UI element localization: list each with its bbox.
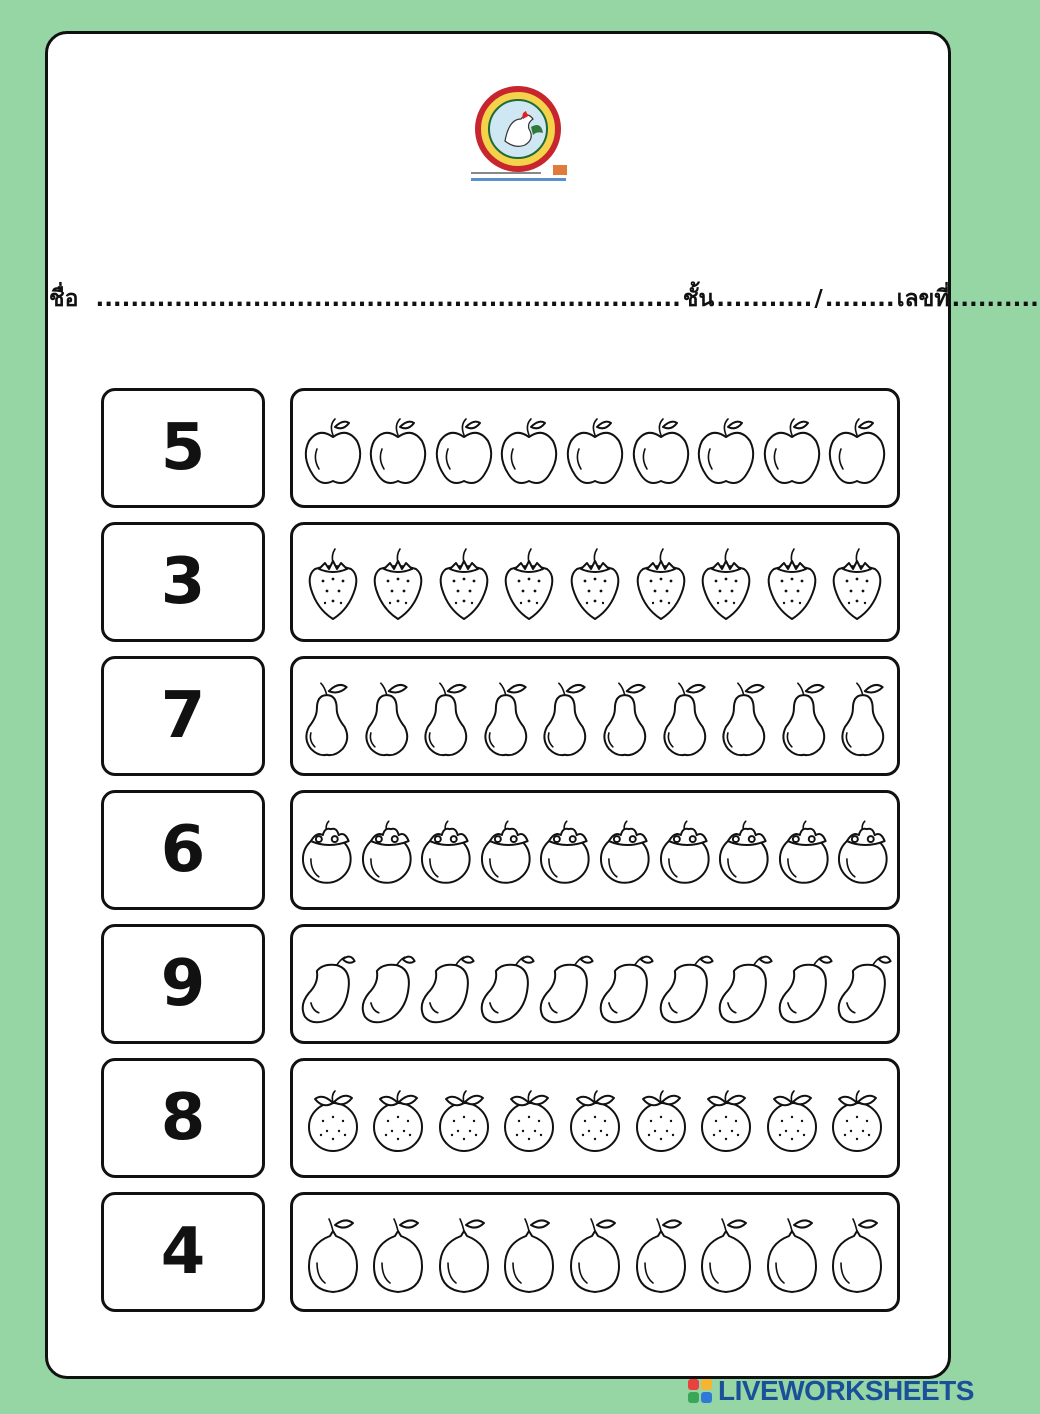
orange-icon[interactable] bbox=[565, 1077, 625, 1159]
fruit-box-strawberry bbox=[290, 522, 900, 642]
mangosteen-icon[interactable] bbox=[833, 809, 893, 891]
slash: / bbox=[814, 286, 823, 312]
pear-icon[interactable] bbox=[714, 675, 774, 757]
mango-icon[interactable] bbox=[595, 943, 655, 1025]
pear-icon[interactable] bbox=[357, 675, 417, 757]
orange-icon[interactable] bbox=[696, 1077, 756, 1159]
strawberry-icon[interactable] bbox=[434, 541, 494, 623]
fruit-box-lemon bbox=[290, 1192, 900, 1312]
strawberry-icon[interactable] bbox=[499, 541, 559, 623]
lemon-icon[interactable] bbox=[762, 1211, 822, 1293]
number-box: 6 bbox=[101, 790, 265, 910]
orange-icon[interactable] bbox=[499, 1077, 559, 1159]
student-info-line bbox=[48, 281, 1039, 317]
apple-icon[interactable] bbox=[827, 407, 887, 489]
orange-icon[interactable] bbox=[762, 1077, 822, 1159]
mangosteen-icon[interactable] bbox=[714, 809, 774, 891]
mangosteen-icon[interactable] bbox=[297, 809, 357, 891]
mango-icon[interactable] bbox=[833, 943, 893, 1025]
mango-icon[interactable] bbox=[297, 943, 357, 1025]
lemon-icon[interactable] bbox=[434, 1211, 494, 1293]
strawberry-icon[interactable] bbox=[565, 541, 625, 623]
strawberry-icon[interactable] bbox=[631, 541, 691, 623]
number-blank[interactable]: .......... bbox=[951, 286, 1039, 312]
pear-icon[interactable] bbox=[655, 675, 715, 757]
strawberry-icon[interactable] bbox=[368, 541, 428, 623]
pear-icon[interactable] bbox=[595, 675, 655, 757]
liveworksheets-footer[interactable] bbox=[688, 1374, 974, 1408]
orange-icon[interactable] bbox=[434, 1077, 494, 1159]
mango-icon[interactable] bbox=[714, 943, 774, 1025]
fruit-box-mangosteen bbox=[290, 790, 900, 910]
number-box: 7 bbox=[101, 656, 265, 776]
lemon-icon[interactable] bbox=[565, 1211, 625, 1293]
apple-icon[interactable] bbox=[303, 407, 363, 489]
apple-icon[interactable] bbox=[631, 407, 691, 489]
mangosteen-icon[interactable] bbox=[476, 809, 536, 891]
number-box: 8 bbox=[101, 1058, 265, 1178]
class-label: ชั้น bbox=[682, 286, 715, 312]
pear-icon[interactable] bbox=[833, 675, 893, 757]
lemon-icon[interactable] bbox=[303, 1211, 363, 1293]
number-box: 5 bbox=[101, 388, 265, 508]
row-6 bbox=[101, 1058, 901, 1180]
row-1 bbox=[101, 388, 901, 510]
lemon-icon[interactable] bbox=[827, 1211, 887, 1293]
row-4 bbox=[101, 790, 901, 912]
apple-icon[interactable] bbox=[368, 407, 428, 489]
mango-icon[interactable] bbox=[535, 943, 595, 1025]
brand-text: LIVEWORKSHEETS bbox=[718, 1375, 974, 1406]
apple-icon[interactable] bbox=[696, 407, 756, 489]
liveworksheets-logo-icon bbox=[688, 1379, 712, 1403]
worksheet-page bbox=[45, 31, 1039, 1379]
orange-icon[interactable] bbox=[827, 1077, 887, 1159]
row-5 bbox=[101, 924, 901, 1046]
strawberry-icon[interactable] bbox=[827, 541, 887, 623]
name-blank[interactable]: ................................................................... bbox=[95, 286, 681, 312]
apple-icon[interactable] bbox=[762, 407, 822, 489]
number-box: 9 bbox=[101, 924, 265, 1044]
mango-icon[interactable] bbox=[357, 943, 417, 1025]
pear-icon[interactable] bbox=[535, 675, 595, 757]
mango-icon[interactable] bbox=[476, 943, 536, 1025]
lemon-icon[interactable] bbox=[499, 1211, 559, 1293]
orange-icon[interactable] bbox=[368, 1077, 428, 1159]
row-7 bbox=[101, 1192, 901, 1314]
mango-icon[interactable] bbox=[416, 943, 476, 1025]
fruit-box-apple bbox=[290, 388, 900, 508]
pear-icon[interactable] bbox=[476, 675, 536, 757]
strawberry-icon[interactable] bbox=[303, 541, 363, 623]
lemon-icon[interactable] bbox=[368, 1211, 428, 1293]
number-box: 3 bbox=[101, 522, 265, 642]
mangosteen-icon[interactable] bbox=[774, 809, 834, 891]
strawberry-icon[interactable] bbox=[696, 541, 756, 623]
pear-icon[interactable] bbox=[774, 675, 834, 757]
row-3 bbox=[101, 656, 901, 778]
school-logo bbox=[461, 81, 576, 196]
fruit-box-pear bbox=[290, 656, 900, 776]
room-blank[interactable]: ........ bbox=[824, 286, 895, 312]
fruit-box-orange bbox=[290, 1058, 900, 1178]
number-label: เลขที่ bbox=[896, 286, 950, 312]
orange-icon[interactable] bbox=[303, 1077, 363, 1159]
name-label: ชื่อ bbox=[49, 286, 79, 312]
apple-icon[interactable] bbox=[565, 407, 625, 489]
mangosteen-icon[interactable] bbox=[357, 809, 417, 891]
lemon-icon[interactable] bbox=[696, 1211, 756, 1293]
mangosteen-icon[interactable] bbox=[655, 809, 715, 891]
mangosteen-icon[interactable] bbox=[535, 809, 595, 891]
mangosteen-icon[interactable] bbox=[595, 809, 655, 891]
fruit-box-mango bbox=[290, 924, 900, 1044]
pear-icon[interactable] bbox=[297, 675, 357, 757]
apple-icon[interactable] bbox=[499, 407, 559, 489]
class-blank[interactable]: ........... bbox=[716, 286, 813, 312]
number-box: 4 bbox=[101, 1192, 265, 1312]
pear-icon[interactable] bbox=[416, 675, 476, 757]
apple-icon[interactable] bbox=[434, 407, 494, 489]
orange-icon[interactable] bbox=[631, 1077, 691, 1159]
lemon-icon[interactable] bbox=[631, 1211, 691, 1293]
row-2 bbox=[101, 522, 901, 644]
mango-icon[interactable] bbox=[655, 943, 715, 1025]
mangosteen-icon[interactable] bbox=[416, 809, 476, 891]
mango-icon[interactable] bbox=[774, 943, 834, 1025]
strawberry-icon[interactable] bbox=[762, 541, 822, 623]
